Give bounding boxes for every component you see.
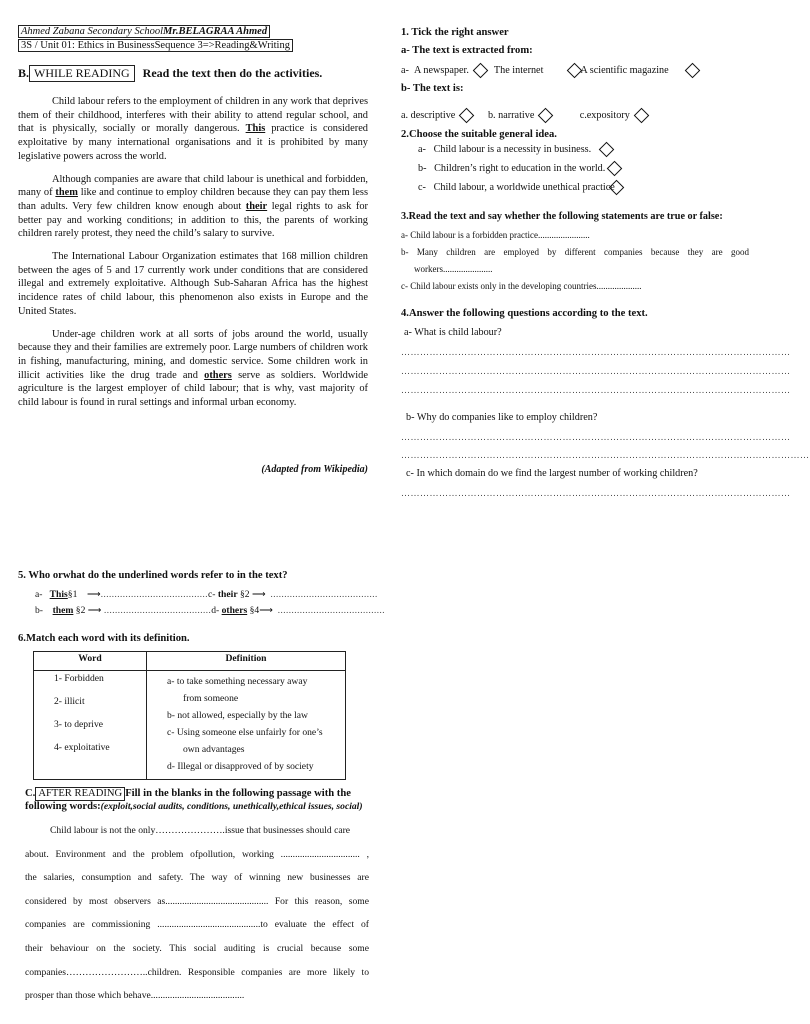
arrow-right-icon: ⟶ bbox=[87, 605, 102, 616]
q3-statement-c: c- Child labour exists only in the developing countries.................... bbox=[401, 281, 642, 291]
answer-line[interactable]: …………………………………………………………………………………………………………… bbox=[401, 366, 791, 376]
option-diamond-icon[interactable] bbox=[473, 63, 489, 79]
after-reading-box: AFTER READING bbox=[35, 787, 125, 801]
q1b-title: b- The text is: bbox=[401, 83, 464, 94]
arrow-right-icon: ⟶ bbox=[259, 605, 273, 616]
q3-statement-a: a- Child labour is a forbidden practice....................... bbox=[401, 230, 590, 240]
underlined-their: their bbox=[245, 200, 268, 212]
q2-option-a: a- Child labour is a necessity in business. bbox=[418, 144, 620, 155]
word-list: 1- Forbidden 2- illicit 3- to deprive 4- exploitative bbox=[34, 671, 147, 780]
unit-header bbox=[18, 39, 293, 52]
blank-a[interactable]: ....................................... bbox=[100, 589, 208, 599]
unit-title: 3S / Unit 01: Ethics in BusinessSequence 3=>Reading&Writing bbox=[18, 39, 293, 52]
q4-title: 4.Answer the following questions according to the text. bbox=[401, 308, 648, 319]
q2-title: 2.Choose the suitable general idea. bbox=[401, 129, 557, 140]
q2-option-c: c- Child labour, a worldwide unethical practice bbox=[418, 182, 630, 193]
q1a-options: a- A newspaper. The internet A scientific magazine bbox=[401, 65, 751, 76]
definition-list: a- to take something necessary away from someone b- not allowed, especially by the law c- Using someone else unfairly for one’s own advantages d- Illegal or disapproved of by society bbox=[147, 671, 346, 780]
arrow-right-icon: ⟶ bbox=[251, 589, 266, 600]
after-reading-heading: C. AFTER READING Fill in the blanks in the following passage with the following words:(exploit,social audits, conditions, unethically,ethical issues, social) bbox=[25, 788, 363, 812]
paragraph-4: Under-age children work at all sorts of jobs around the world, usually because they and their families are extremely poor. Large numbers of children work in fishing, manufacturing, mining, and domestic service. Some children work in illicit activities like the drug trade and others serve as soldiers. Worldwide agriculture is the largest employer of child labour; that is why, vast majority of child labour is found in rural settings and informal urban economy. bbox=[18, 328, 368, 409]
answer-line[interactable]: ………………………………………………………………………………………………………………… bbox=[401, 450, 810, 460]
answer-line[interactable]: …………………………………………………………………………………………………………… bbox=[401, 385, 791, 395]
q2-option-b: b- Children’s right to education in the world. bbox=[418, 163, 628, 174]
q4-question-c: c- In which domain do we find the largest number of working children? bbox=[406, 468, 698, 479]
q1-title: 1. Tick the right answer bbox=[401, 27, 509, 38]
col-definition-header: Definition bbox=[147, 652, 346, 671]
q6-title: 6.Match each word with its definition. bbox=[18, 633, 190, 644]
underlined-this: This bbox=[245, 123, 266, 135]
q3-title: 3.Read the text and say whether the following statements are true or false: bbox=[401, 211, 723, 222]
q1b-options: a. descriptive b. narrative c.expository bbox=[401, 110, 751, 121]
option-diamond-icon[interactable] bbox=[684, 63, 700, 79]
answer-line[interactable]: …………………………………………………………………………………………………………… bbox=[401, 488, 791, 498]
arrow-right-icon: ⟶ bbox=[86, 589, 101, 600]
fill-in-passage: Child labour is not the only………………….issue that businesses should care about. Environment and the problem ofpollution, working ................................. , the salaries, consumption and safety. The way of winning new businesses are considered by most observers as........................................... For this reason, some companies are commissioning ...........................................to evaluate the effect of their behaviour on the society. This social auditing is crucial because some companies……………………..children. Responsible companies are more likely to prosper than those which behave....................................... bbox=[25, 825, 369, 1002]
underlined-others: others bbox=[204, 369, 232, 381]
blank-b[interactable]: ....................................... bbox=[103, 605, 212, 615]
option-diamond-icon[interactable] bbox=[634, 108, 650, 124]
col-word-header: Word bbox=[34, 652, 147, 671]
word-bank: (exploit,social audits, conditions, unethically,ethical issues, social) bbox=[100, 801, 363, 812]
option-diamond-icon[interactable] bbox=[538, 108, 554, 124]
q5-row-2: b- them §2 ⟶ .......................................d- others §4⟶ ....................................... bbox=[35, 605, 385, 616]
after-reading-instruction: Fill in the blanks in the following passage with the following words: bbox=[25, 788, 351, 812]
underlined-them: them bbox=[55, 187, 78, 199]
answer-line[interactable]: …………………………………………………………………………………………………………… bbox=[401, 347, 791, 357]
paragraph-3: The International Labour Organization estimates that 168 million children between the ages of 5 and 17 currently work under conditions that are considered illegal and extremely exploitative. Although Sub-Saharan Africa has the highest incidence rates of child labour, this phenomenon also exists in Europe and the United States. bbox=[18, 251, 368, 317]
while-reading-instruction: Read the text then do the activities. bbox=[142, 66, 323, 80]
paragraph-2: Although companies are aware that child labour is unethical and forbidden, many of them like and continue to employ children because they can pay them less than adults. Very few children know enough about their legal rights to ask for better pay and working conditions; in addition to this, the parents of working children rarely protest, they need the child’s salary to survive. bbox=[18, 173, 368, 240]
q3-statement-b-cont: workers...................... bbox=[414, 264, 493, 274]
option-diamond-icon[interactable] bbox=[607, 161, 623, 177]
school-header bbox=[18, 25, 270, 38]
q1a-title: a- The text is extracted from: bbox=[401, 45, 533, 56]
school-name: Ahmed Zabana Secondary School bbox=[21, 26, 164, 37]
while-reading-box: WHILE READING bbox=[29, 65, 135, 82]
q4-question-b: b- Why do companies like to employ children? bbox=[406, 412, 598, 423]
matching-table bbox=[33, 651, 346, 780]
source-citation: (Adapted from Wikipedia) bbox=[261, 464, 368, 475]
answer-line[interactable]: …………………………………………………………………………………………………………… bbox=[401, 432, 791, 442]
q5-row-1: a- This§1 ⟶.......................................c- their §2 ⟶ ....................................... bbox=[35, 589, 378, 600]
option-diamond-icon[interactable] bbox=[599, 142, 615, 158]
q4-question-a: a- What is child labour? bbox=[404, 327, 502, 338]
blank-d[interactable]: ....................................... bbox=[277, 605, 385, 615]
q5-title: 5. Who orwhat do the underlined words refer to in the text? bbox=[18, 570, 288, 581]
q3-statement-b: b- Many children are employed by different companies because they are good bbox=[401, 247, 749, 257]
paragraph-1: Child labour refers to the employment of children in any work that deprives them of their childhood, interferes with their ability to attend regular school, and that is physically, socially or morally dangerous. This practice is considered exploitative by many international organisations and it is prohibited by many legislative powers across the world. bbox=[18, 96, 369, 162]
blank-c[interactable]: ....................................... bbox=[270, 589, 378, 599]
reading-text bbox=[18, 95, 368, 419]
teacher-name: Mr.BELAGRAA Ahmed bbox=[163, 26, 268, 37]
while-reading-heading: B. WHILE READING Read the text then do the activities. bbox=[18, 66, 323, 80]
option-diamond-icon[interactable] bbox=[459, 108, 475, 124]
